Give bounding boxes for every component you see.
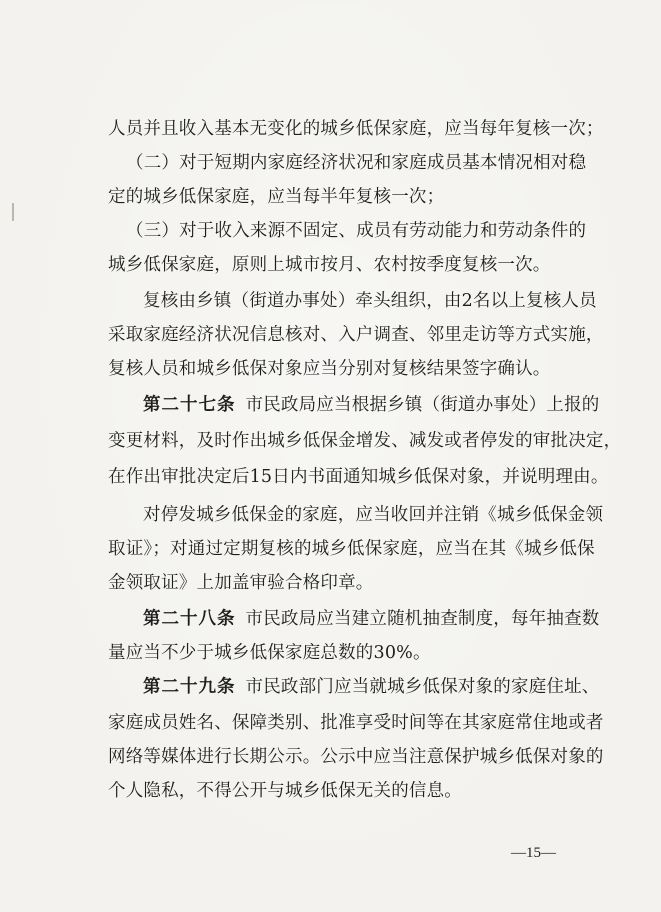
text-line: 在作出审批决定后15日内书面通知城乡低保对象，并说明理由。 <box>108 467 609 487</box>
text-line: 取证》；对通过定期复核的城乡低保家庭，应当在其《城乡低保 <box>108 539 595 559</box>
article-28-line: 第二十八条 市民政局应当建立随机抽查制度，每年抽查数 <box>143 609 600 629</box>
text-line: 定的城乡低保家庭，应当每半年复核一次； <box>108 187 445 207</box>
text-line: 对停发城乡低保金的家庭，应当收回并注销《城乡低保金领 <box>143 505 604 525</box>
article-29-line: 第二十九条 市民政部门应当就城乡低保对象的家庭住址、 <box>143 677 600 697</box>
text-line: 城乡低保家庭，原则上城市按月、农村按季度复核一次。 <box>108 255 551 275</box>
text-line: 家庭成员姓名、保障类别、批准享受时间等在其家庭常住地或者 <box>108 713 604 733</box>
article-27-heading: 第二十七条 <box>143 395 236 415</box>
text-line: 变更材料，及时作出城乡低保金增发、减发或者停发的审批决定， <box>108 431 622 451</box>
text-line: 个人隐私，不得公开与城乡低保无关的信息。 <box>108 781 462 801</box>
text-line: 复核由乡镇（街道办事处）牵头组织，由2名以上复核人员 <box>143 291 597 311</box>
text-line: 网络等媒体进行长期公示。公示中应当注意保护城乡低保对象的 <box>108 747 604 767</box>
text-line: 金领取证》上加盖审验合格印章。 <box>108 573 374 593</box>
page-number: —15— <box>511 845 556 861</box>
text-line: （三）对于收入来源不固定、成员有劳动能力和劳动条件的 <box>126 221 587 241</box>
text-line: 量应当不少于城乡低保家庭总数的30%。 <box>108 643 431 663</box>
article-27-line: 第二十七条 市民政局应当根据乡镇（街道办事处）上报的 <box>143 395 600 415</box>
binding-mark <box>12 203 14 221</box>
article-29-heading: 第二十九条 <box>143 677 236 697</box>
article-28-heading: 第二十八条 <box>143 609 236 629</box>
text-line: 人员并且收入基本无变化的城乡低保家庭，应当每年复核一次； <box>108 119 604 139</box>
text-line: （二）对于短期内家庭经济状况和家庭成员基本情况相对稳 <box>126 153 587 173</box>
text-line: 复核人员和城乡低保对象应当分别对复核结果签字确认。 <box>108 359 551 379</box>
text-line: 采取家庭经济状况信息核对、入户调查、邻里走访等方式实施， <box>108 325 604 345</box>
